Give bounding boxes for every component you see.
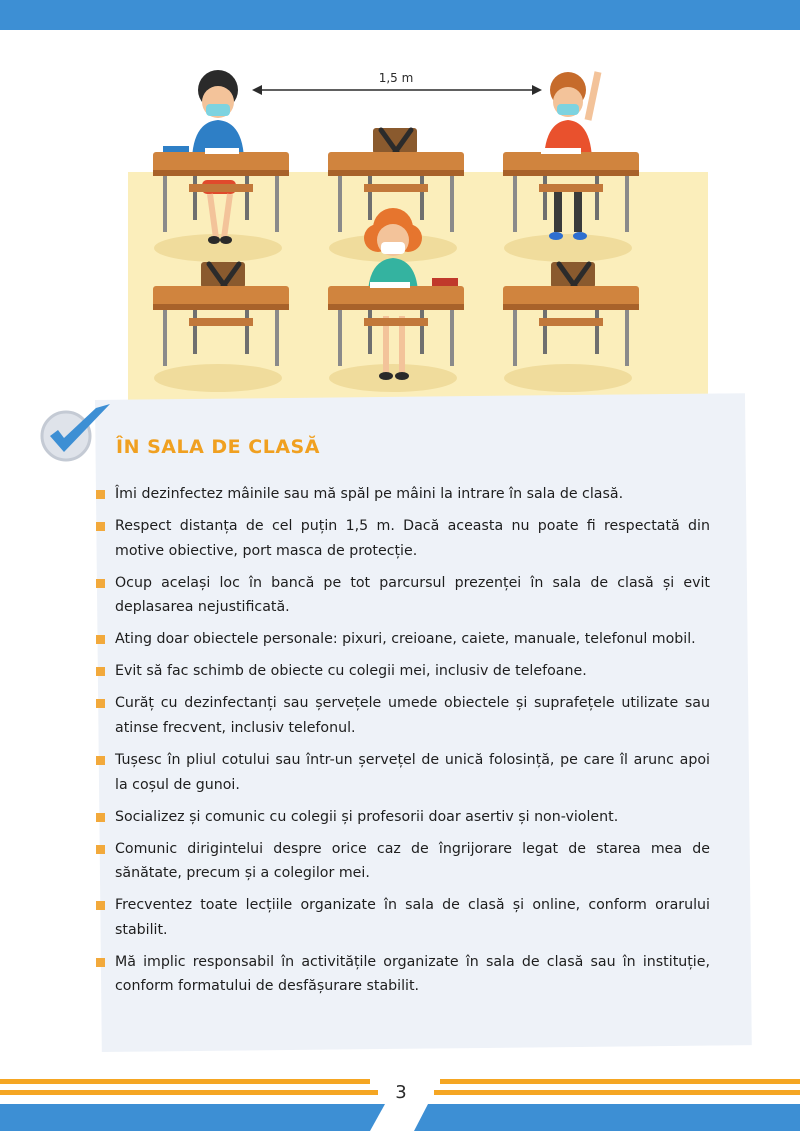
distance-label: 1,5 m — [378, 71, 414, 85]
rule-item — [96, 627, 710, 652]
rule-text: Mă implic responsabil în activitățile organizate în sala de clasă sau în instituție, conform formatului de desfășurare stabilit. — [115, 953, 710, 995]
rule-text: Curăț cu dezinfectanți sau șervețele umede obiectele și suprafețele utilizate sau atinse frecvent, inclusiv telefonul. — [115, 695, 710, 736]
square-bullet-icon — [96, 579, 105, 588]
rule-item — [96, 805, 710, 830]
rule-item — [96, 748, 710, 797]
rule-item — [96, 691, 710, 740]
square-bullet-icon — [96, 756, 105, 765]
square-bullet-icon — [96, 667, 105, 676]
square-bullet-icon — [96, 958, 105, 967]
checkmark-icon — [36, 398, 116, 468]
rule-item — [96, 659, 710, 684]
rule-item — [96, 514, 710, 563]
rule-text: Frecventez toate lecțiile organizate în sala de clasă și online, conform orarului stabilit. — [115, 897, 710, 938]
rule-text: Evit să fac schimb de obiecte cu colegii mei, inclusiv de telefoane. — [115, 663, 587, 680]
rule-text: Îmi dezinfectez mâinile sau mă spăl pe mâini la intrare în sala de clasă. — [115, 486, 624, 502]
square-bullet-icon — [96, 699, 105, 708]
square-bullet-icon — [96, 845, 105, 854]
square-bullet-icon — [96, 901, 105, 910]
rule-item — [96, 571, 710, 620]
classroom-illustration — [128, 60, 708, 410]
rules-list — [96, 482, 710, 1007]
rule-item — [96, 837, 710, 886]
rule-item — [96, 482, 710, 507]
section-title: ÎN SALA DE CLASĂ — [116, 436, 320, 458]
rule-item — [96, 950, 710, 999]
square-bullet-icon — [96, 522, 105, 531]
rule-text: Respect distanța de cel puțin 1,5 m. Dacă aceasta nu poate fi respectată din motive obiective, port masca de protecție. — [115, 518, 710, 559]
square-bullet-icon — [96, 635, 105, 644]
rule-text: Tușesc în pliul cotului sau într-un șervețel de unică folosință, pe care îl arunc apoi la coșul de gunoi. — [115, 752, 710, 793]
rule-text: Ocup același loc în bancă pe tot parcursul prezenței în sala de clasă și evit deplasarea nejustificată. — [115, 574, 710, 616]
header-bar — [0, 0, 800, 30]
rule-item — [96, 893, 710, 942]
square-bullet-icon — [96, 490, 105, 499]
rule-text: Ating doar obiectele personale: pixuri, creioane, caiete, manuale, telefonul mobil. — [115, 631, 696, 648]
rule-text: Socializez și comunic cu colegii și profesorii doar asertiv și non-violent. — [115, 808, 619, 825]
rule-text: Comunic dirigintelui despre orice caz de îngrijorare legat de starea mea de sănătate, precum și a colegilor mei. — [115, 840, 710, 882]
page-number: 3 — [395, 1082, 407, 1103]
square-bullet-icon — [96, 813, 105, 822]
distance-arrow — [252, 85, 542, 95]
